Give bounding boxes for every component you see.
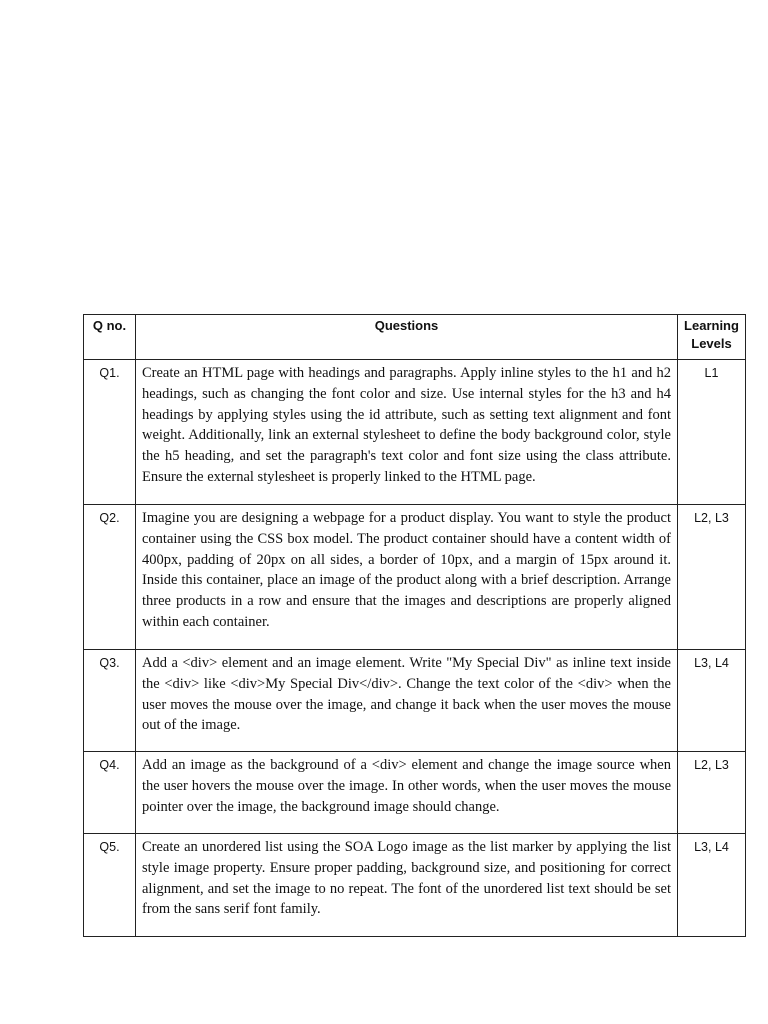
learning-level: L1 <box>678 360 746 505</box>
header-qno: Q no. <box>84 315 136 360</box>
question-text: Create an HTML page with headings and paragraphs. Apply inline styles to the h1 and h2 headings, such as changing the font color and size. Use internal styles for the h3 and h4 headings by applying styles using the id attribute, such as setting text alignment and font weight. Additionally, link an external stylesheet to define the body background color, style the h5 heading, and set the paragraph's text color and font size using the class attribute. Ensure the external stylesheet is properly linked to the HTML page. <box>142 365 671 485</box>
table-row <box>84 834 746 937</box>
question-number: Q3. <box>84 650 136 752</box>
table-row <box>84 360 746 505</box>
learning-level: L3, L4 <box>678 834 746 937</box>
question-text: Add an image as the background of a <div> element and change the image source when the user hovers the mouse over the image. In other words, when the user moves the mouse pointer over the image, the background image should change. <box>142 757 671 815</box>
questions-table <box>83 314 746 937</box>
header-learning-levels: Learning Levels <box>678 315 746 360</box>
question-number: Q4. <box>84 752 136 834</box>
question-text: Imagine you are designing a webpage for a product display. You want to style the product container using the CSS box model. The product container should have a content width of 400px, padding of 20px on all sides, a border of 10px, and a margin of 15px around it. Inside this container, place an image of the product along with a brief description. Arrange three products in a row and ensure that the images and descriptions are properly aligned within each container. <box>142 510 671 630</box>
question-number: Q2. <box>84 505 136 650</box>
table-row <box>84 650 746 752</box>
table-header-row <box>84 315 746 360</box>
table-row <box>84 505 746 650</box>
learning-level: L2, L3 <box>678 752 746 834</box>
table-row <box>84 752 746 834</box>
question-number: Q1. <box>84 360 136 505</box>
header-questions: Questions <box>136 315 678 360</box>
learning-level: L3, L4 <box>678 650 746 752</box>
question-text: Add a <div> element and an image element. Write "My Special Div" as inline text inside the <div> like <div>My Special Div</div>. Change the text color of the <div> when the user moves the mouse over the image, and change it back when the user moves the mouse out of the image. <box>142 655 671 734</box>
learning-level: L2, L3 <box>678 505 746 650</box>
question-text: Create an unordered list using the SOA Logo image as the list marker by applying the list style image property. Ensure proper padding, background size, and positioning for correct alignment, and set the image to no repeat. The font of the unordered list text should be set from the sans serif font family. <box>142 839 671 918</box>
question-number: Q5. <box>84 834 136 937</box>
